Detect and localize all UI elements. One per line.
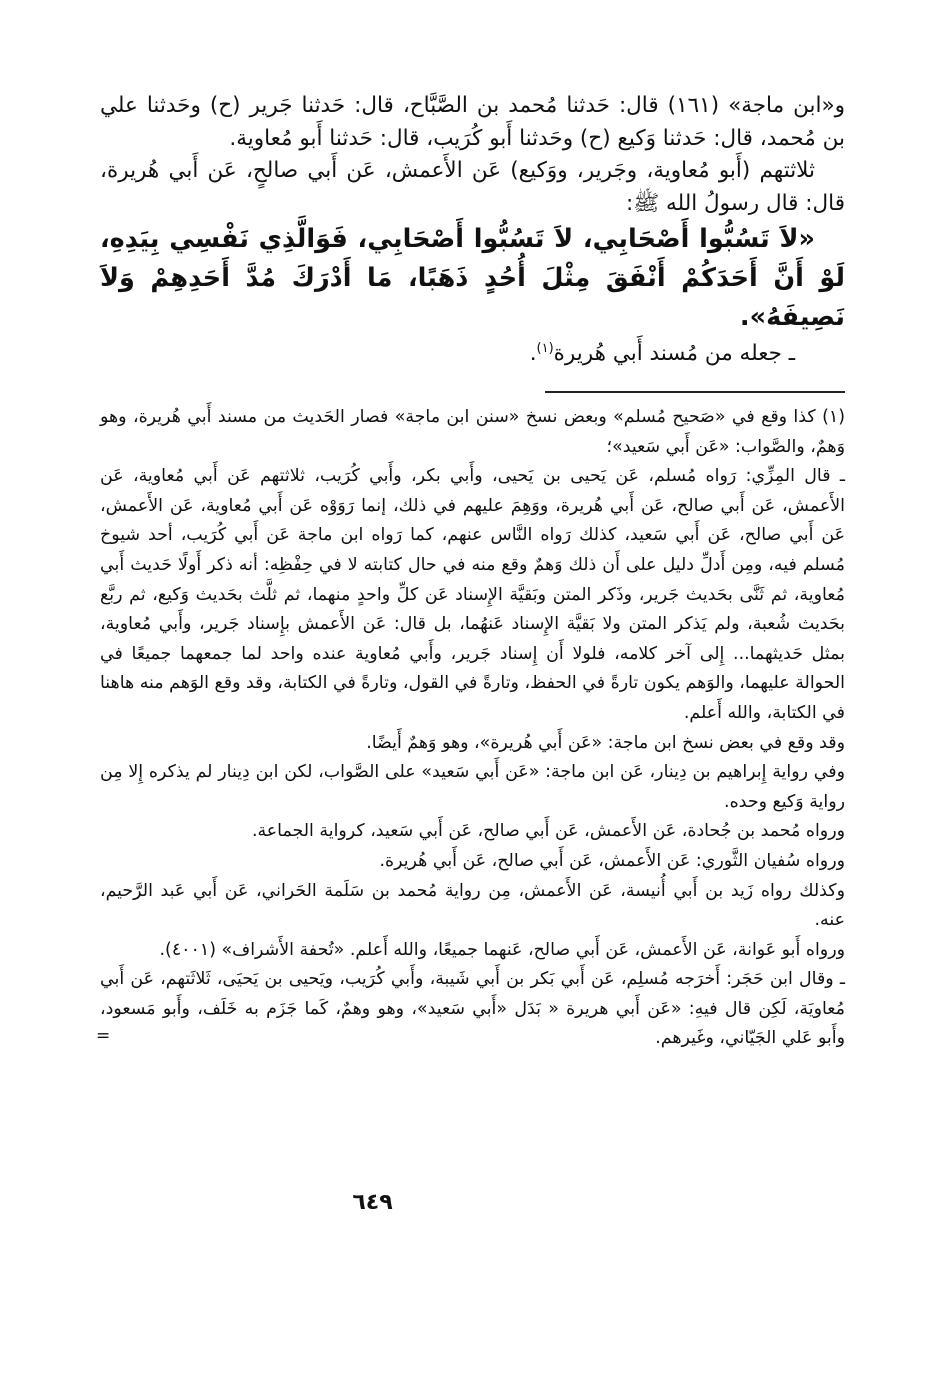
footnote-reference[interactable]: (١) xyxy=(536,340,554,356)
attribution-text: ـ جعله من مُسند أَبي هُريرة xyxy=(553,341,795,366)
footnote-paragraph: وكذلك رواه زَيد بن أَبي أُنيسة، عَن الأَعمش، مِن رواية مُحمد بن سَلَمة الحَراني، عَن أَبي عَبد الرَّحيم، عنه. xyxy=(100,880,845,931)
hadith-text: «لاَ تَسُبُّوا أَصْحَابِي، لاَ تَسُبُّوا أَصْحَابِي، فَوَالَّذِي نَفْسِي بِيَدِهِ، لَوْ أَنَّ أَحَدَكُمْ أَنْفَقَ مِثْلَ أُحُدٍ ذَهَبًا، مَا أَدْرَكَ مُدَّ أَحَدِهِمْ وَلاَ نَصِيفَهُ». xyxy=(100,224,845,332)
footnote-paragraph-last xyxy=(96,965,845,1054)
isnad-paragraph-2: ثلاثتهم (أَبو مُعاوية، وجَرير، ووَكيع) عَن الأَعمش، عَن أَبي صالحٍ، عَن أَبي هُريرة، قال: قال رسولُ الله ﷺ: xyxy=(100,158,845,216)
continuation-mark: = xyxy=(96,1026,111,1047)
main-text xyxy=(100,90,845,220)
attribution-line xyxy=(100,337,845,371)
footnote-divider xyxy=(545,391,845,393)
isnad-paragraph-1: و«ابن ماجة» (١٦١) قال: حَدثنا مُحمد بن الصَّبَّاح، قال: حَدثنا جَرير (ح) وحَدثنا علي بن مُحمد، قال: حَدثنا وَكيع (ح) وحَدثنا أَبو كُرَيب، قال: حَدثنا أَبو مُعاوية. xyxy=(100,93,845,151)
footnote-paragraph: وقد وقع في بعض نسخ ابن ماجة: «عَن أَبي هُريرة»، وهو وَهمٌ أَيضًا. xyxy=(366,732,845,753)
footnote-paragraph: (١) كذا وقع في «صَحيح مُسلم» وبعض نسخ «سنن ابن ماجة» فصار الحَديث من مسند أَبي هُريرة، وهو وَهمٌ، والصَّواب: «عَن أَبي سَعيد»؛ xyxy=(100,407,845,457)
page-body xyxy=(96,90,845,1330)
footnote-paragraph: ـ قال المِزِّي: رَواه مُسلم، عَن يَحيى بن يَحيى، وأَبي بكر، وأَبي كُرَيب، ثلاثتهم عَن أَبي مُعاوية، عَن الأَعمش، عَن أَبي صالح، عَن أَبي هُريرة، ووَهِمَ عليهم في ذلك، إنما رَوَوْه عَن أَبي مُعاوية، عَن الأَعمش، عَن أَبي صالح، عَن أَبي سَعيد، كذلك رَواه النَّاس عنهم، كما رَواه ابن ماجة عَن أَبي كُرَيب، أحد شيوخ مُسلم فيه، ومِن أَدلِّ دليل على أَن ذلك وَهمٌ وقع منه في حال كتابته لا في حِفْظِه: أنه ذكر أَولًا حَديث أَبي مُعاوية، ثم ثَنَّى بحَديث جَرير، وذَكر المتن وبَقيَّة الإِسناد عَن كلِّ واحدٍ منهما، ثم ثلَّث بحَديث وَكيع، ثم ربَّع بحَديث شُعبة، ولم يَذكر المتن ولا بَقيَّة الإِسناد عَنهُما، بل قال: عَن الأَعمش بإِسناد جَرير، وأَبي مُعاوية، بمثل حَديثهما... إِلى آخر كلامه، فلولا أَن إِسناد جَرير، وأَبي مُعاوية عنده واحد لما جمعهما جميعًا في الحوالة عليهما، والوَهم يكون تارةً في الحفظ، وتارةً في القول، وتارةً في الكتابة، وقد وقع الوَهم منه هاهنا في الكتابة، والله أَعلم. xyxy=(100,466,845,723)
footnote-paragraph-text: ـ وقال ابن حَجَر: أَخرَجه مُسلِم، عَن أَبي بَكر بن أَبي شَيبة، وأَبي كُرَيب، ويَحيى بن يَحيَى، ثَلاثَتهم، عَن أَبي مُعاويَة، لَكِن قال فيهِ: «عَن أَبي هريرة « بَدَل «أَبي سَعيد»، وهو وهمٌ، كَما جَزَم به خَلَف، وأَبو مَسعود، وأَبو عَلي الجَيّاني، وغَيرهم. xyxy=(100,969,845,1049)
footnote-paragraph: ورواه مُحمد بن جُحادة، عَن الأَعمش، عَن أَبي صالح، عَن أَبي سَعيد، كرواية الجماعة. xyxy=(251,821,845,842)
footnote-paragraph: ورواه أَبو عَوانة، عَن الأَعمش، عَن أَبي صالح، عَنهما جميعًا، والله أَعلم. «تُحفة الأَشراف» (٤٠٠١). xyxy=(159,939,845,960)
footnotes-section xyxy=(96,403,845,1054)
attribution-end: . xyxy=(529,341,537,366)
footnote-paragraph: وفي رواية إِبراهيم بن دِينار، عَن ابن ماجة: «عَن أَبي سَعيد» على الصَّواب، لكن ابن دِينار لم يذكره إِلا مِن رواية وَكيع وحده. xyxy=(100,762,845,812)
page-number: ٦٤٩ xyxy=(352,1190,393,1215)
footnote-paragraph: ورواه سُفيان الثَّوري: عَن الأَعمش، عَن أَبي صالح، عَن أَبي هُريرة. xyxy=(379,850,845,871)
